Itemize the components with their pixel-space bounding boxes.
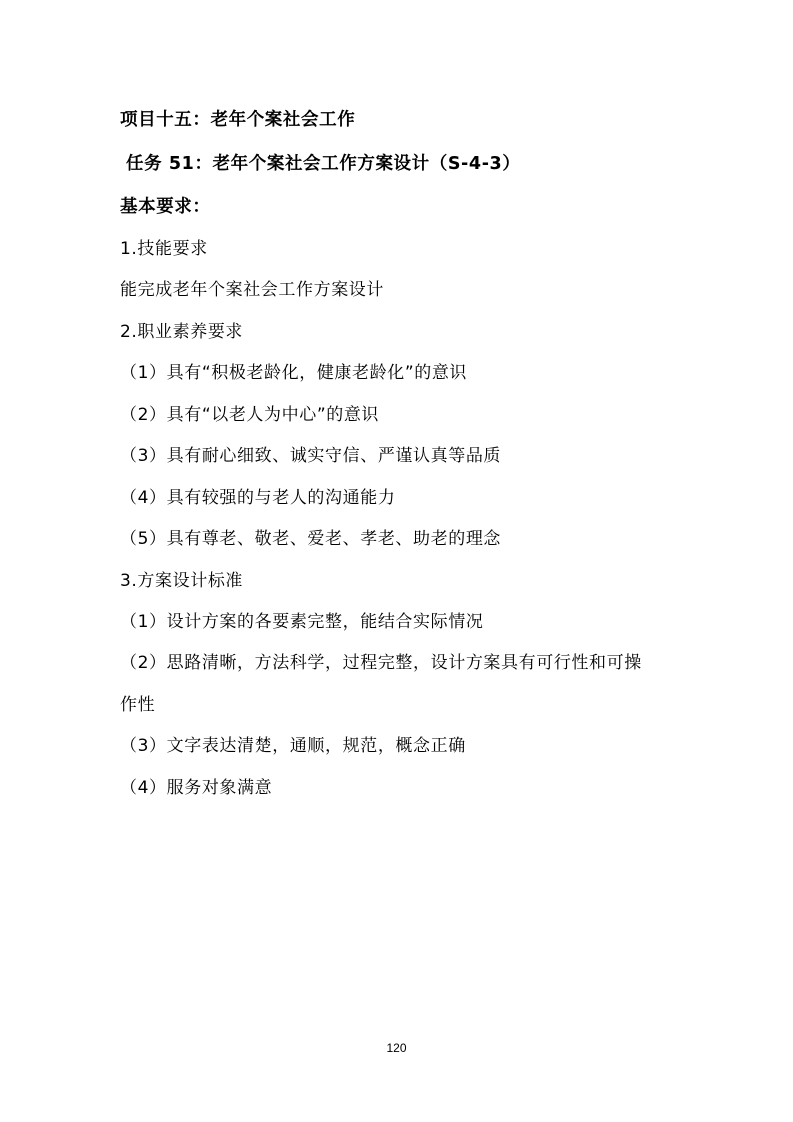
list-item: （1）具有“积极老龄化，健康老龄化”的意识 (120, 363, 468, 383)
section-skill-title: 1.技能要求 (120, 239, 208, 259)
section-literacy-title: 2.职业素养要求 (120, 322, 244, 342)
section-skill-text: 能完成老年个案社会工作方案设计 (120, 280, 384, 300)
list-item: （3）文字表达清楚，通顺，规范，概念正确 (120, 736, 466, 756)
list-item: （4）具有较强的与老人的沟通能力 (120, 488, 396, 508)
list-item: （4）服务对象满意 (120, 778, 273, 798)
list-item: （5）具有尊老、敬老、爱老、孝老、助老的理念 (120, 529, 502, 549)
list-item: （2）思路清晰，方法科学，过程完整，设计方案具有可行性和可操 (120, 653, 642, 673)
list-item: （2）具有“以老人为中心”的意识 (120, 405, 380, 425)
list-item: （3）具有耐心细致、诚实守信、严谨认真等品质 (120, 446, 502, 466)
section-standard-title: 3.方案设计标准 (120, 571, 244, 591)
page-number: 120 (386, 1041, 407, 1055)
basic-requirements-heading: 基本要求： (120, 197, 211, 217)
project-title: 项目十五：老年个案社会工作 (120, 110, 356, 130)
list-item-continuation: 作性 (120, 695, 156, 715)
task-title: 任务 51：老年个案社会工作方案设计（S-4-3） (126, 154, 521, 174)
list-item: （1）设计方案的各要素完整，能结合实际情况 (120, 612, 484, 632)
